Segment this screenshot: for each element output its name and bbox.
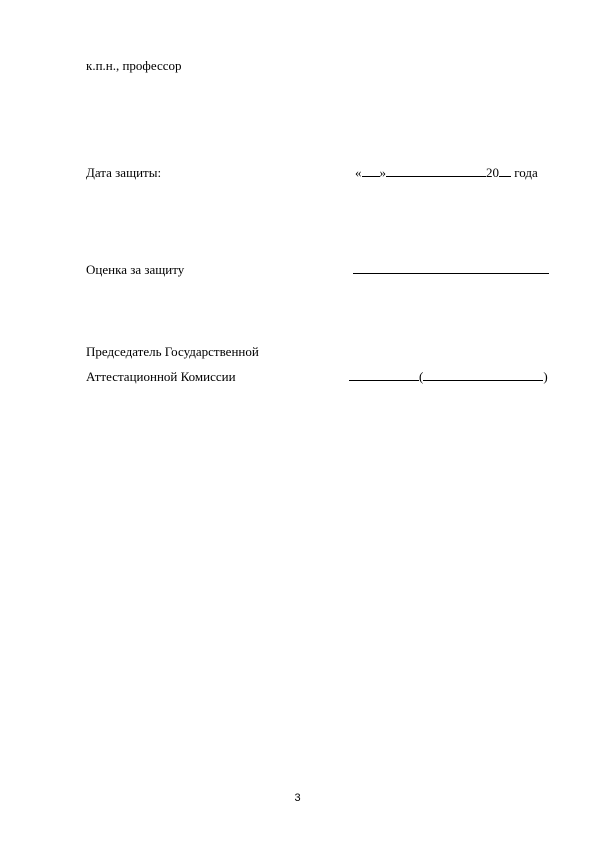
year-blank <box>499 165 511 177</box>
sig-close-paren: ) <box>543 369 548 384</box>
month-blank <box>386 165 486 177</box>
degree-title: к.п.н., профессор <box>86 58 182 73</box>
chairman-line2: Аттестационной Комиссии <box>86 369 236 384</box>
name-blank <box>423 369 543 381</box>
grade-blank <box>353 262 549 274</box>
date-close-quote: » <box>379 165 386 180</box>
page-number: 3 <box>294 792 301 804</box>
grade-label: Оценка за защиту <box>86 262 185 277</box>
year-prefix: 20 <box>486 165 499 180</box>
signature-blank <box>349 369 419 381</box>
day-blank <box>362 165 380 177</box>
sig-open-paren: ( <box>419 369 424 384</box>
chairman-line1: Председатель Государственной <box>86 344 259 359</box>
defense-date-field <box>355 165 538 181</box>
defense-date-label: Дата защиты: <box>86 165 162 180</box>
year-suffix: года <box>514 165 538 180</box>
signature-field <box>349 369 548 385</box>
grade-field <box>353 262 549 278</box>
date-open-quote: « <box>355 165 362 180</box>
